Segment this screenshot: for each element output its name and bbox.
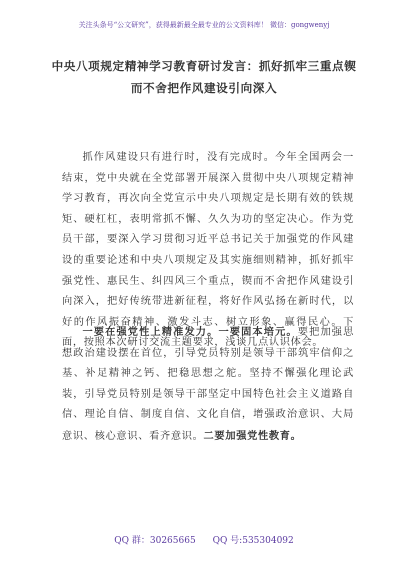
- title-line-1: 中央八项规定精神学习教育研讨发言：抓好抓牢三重点锲: [51, 59, 357, 73]
- section-1-text: 要把加强思想政治建设摆在首位，引导党员特别是领导干部筑牢信仰之基、补足精神之钙、把稳思想之舵。坚持不懈强化理论武装，引导党员特别是领导干部坚定中国特色社会主义道路自信、理论自信、制度自信、文化自信，增强政治意识、大局意识、核心意识、看齐意识。: [62, 327, 354, 442]
- section-1-subheading: 二要加强党性教育。: [203, 429, 302, 442]
- title-line-2: 而不舍把作风建设引向深入: [130, 81, 278, 95]
- section-1-heading: 一要在强党性上精准发力。一要固本培元。: [82, 326, 298, 338]
- document-title: [30, 55, 378, 99]
- header-banner: 关注头条号“公文研究”，获得最新最全最专业的公文资料库！ 微信：gongwenyj: [78, 21, 330, 29]
- footer-contact: [0, 533, 408, 546]
- paragraph-intro-text: 抓作风建设只有进行时，没有完成时。今年全国两会一结束，党中央就在全党部署开展深入贯彻中央八项规定精神学习教育，再次向全党宣示中央八项规定是长期有效的铁规矩、硬杠杠，表明常抓不懈、久久为功的坚定决心。作为党员干部，要深入学习贯彻习近平总书记关于加强党的作风建设的重要论述和中央八项规定及其实施细则精神，抓好抓牢强党性、惠民生、纠四风三个重点，锲而不舍把作风建设引向深入，把好传统带进新征程，将好作风弘扬在新时代，以好的作风振奋精神、激发斗志、树立形象、赢得民心。下面，按照本次研讨交流主题要求，浅谈几点认识体会。: [62, 152, 354, 349]
- footer-qq-number: QQ 号:535304092: [212, 536, 294, 546]
- paragraph-section-1: [62, 322, 354, 448]
- footer-qq-group: QQ 群：30265665: [114, 536, 196, 546]
